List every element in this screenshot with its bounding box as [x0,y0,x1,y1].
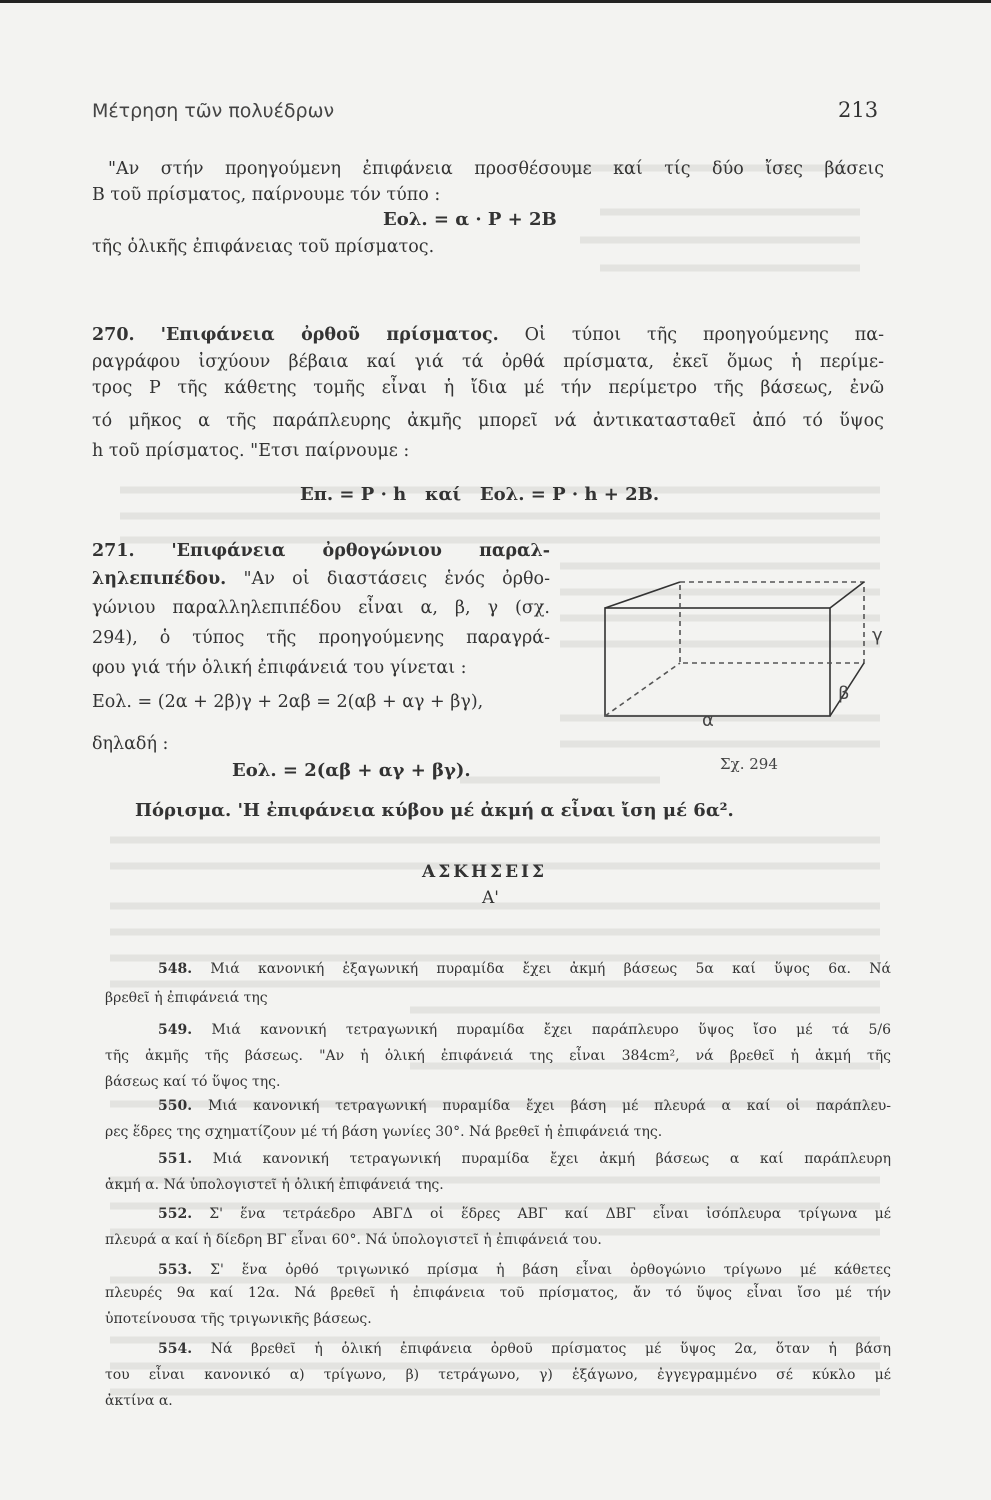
exercise-550-text: Μιά κανονική τετραγωνική πυραμίδα ἔχει βάση μέ πλευρά α καί οἱ παράπλευ- [207,1098,891,1114]
section-271-line-4: 294), ὁ τύπος τῆς προηγούμενης παραγρά- [92,628,550,648]
section-271-line-2 [92,568,550,590]
figure-294-box [600,578,900,778]
exercise-553-text: Σ' ἕνα ὀρθό τριγωνικό πρίσμα ἡ βάση εἶναι ὀρθογώνιο τρίγωνο μέ κάθετες [210,1262,891,1278]
section-270-line-1 [92,324,884,346]
exercise-554-number: 554. [158,1341,193,1357]
section-271-title-2: ληλεπιπέδου. [92,569,227,589]
section-270-line-2: ραγράφου ἰσχύουν βέβαια καί γιά τά ὀρθά πρίσματα, ἐκεῖ ὅμως ἡ περίμε- [92,352,884,372]
intro-line-1: "Αν στήν προηγούμενη ἐπιφάνεια προσθέσουμε καί τίς δύο ἴσες βάσεις [108,159,884,179]
corollary [135,800,734,822]
exercise-553-line-1 [158,1261,891,1279]
exercise-554-line-2: του εἶναι κανονικό α) τρίγωνο, β) τετράγωνο, γ) ἑξάγωνο, ἐγγεγραμμένο σέ κύκλο μέ [105,1367,891,1383]
section-271-title-1: 'Επιφάνεια ὀρθογώνιου παραλ- [171,541,550,561]
section-270-title: 'Επιφάνεια ὀρθοῦ πρίσματος. [160,325,499,345]
running-header-title: Μέτρηση τῶν πολυέδρων [92,100,335,122]
exercise-554-text: Νά βρεθεῖ ἡ ὁλική ἐπιφάνεια ὀρθοῦ πρίσματος μέ ὕψος 2α, ὅταν ἡ βάση [210,1341,892,1357]
exercise-552-number: 552. [158,1206,193,1222]
exercise-548-line-2: βρεθεῖ ἡ ἐπιφάνειά της [105,990,268,1006]
exercises-heading: ΑΣΚΗΣΕΙΣ [422,862,547,882]
exercise-549-line-1 [158,1021,891,1039]
exercise-552-line-1 [158,1205,891,1223]
section-270-number: 270. [92,325,135,345]
section-270-line-5: h τοῦ πρίσματος. "Ετσι παίρνουμε : [92,441,410,461]
exercise-549-line-3: βάσεως καί τό ὕψος της. [105,1074,281,1090]
exercise-551-line-1 [158,1150,891,1168]
exercises-subheading: Α' [482,888,499,908]
exercise-551-text: Μιά κανονική τετραγωνική πυραμίδα ἔχει ἀκμή βάσεως α καί παράπλευρη [212,1151,891,1167]
figure-label-alpha: α [702,710,714,731]
exercise-550-number: 550. [158,1098,193,1114]
corollary-text: 'Η ἐπιφάνεια κύβου μέ ἀκμή α εἶναι ἴση μέ 6α². [237,800,734,821]
section-271-line-1 [92,540,550,562]
section-270-line-4: τό μῆκος α τῆς παράπλευρης ἀκμῆς μπορεῖ νά ἀντικατασταθεῖ ἀπό τό ὕψος [92,411,884,431]
exercise-551-line-2: ἀκμή α. Νά ὑπολογιστεῖ ἡ ὁλική ἐπιφάνειά της. [105,1177,444,1193]
intro-line-2: Β τοῦ πρίσματος, παίρνουμε τόν τύπο : [92,185,441,205]
exercise-553-line-2: πλευρές 9α καί 12α. Νά βρεθεῖ ἡ ἐπιφάνεια τοῦ πρίσματος, ἄν τό ὕψος εἶναι ἴσο μέ τήν [105,1285,891,1301]
section-271-line-6: Εολ. = (2α + 2β)γ + 2αβ = 2(αβ + αγ + βγ), [92,692,484,712]
section-271-line-7: δηλαδή : [92,734,169,754]
figure-caption: Σχ. 294 [720,755,778,773]
exercise-548-line-1 [158,960,891,978]
exercise-553-number: 553. [158,1262,193,1278]
exercise-548-number: 548. [158,961,193,977]
page-number: 213 [838,98,879,122]
section-270-formula: Επ. = Ρ · h καί Εολ. = Ρ · h + 2Β. [300,484,660,505]
section-271-number: 271. [92,541,135,561]
exercise-554-line-1 [158,1340,891,1358]
intro-formula: Εολ. = α · Ρ + 2Β [383,209,557,230]
exercise-553-line-3: ὑποτείνουσα τῆς τριγωνικῆς βάσεως. [105,1311,372,1327]
exercise-549-number: 549. [158,1022,193,1038]
exercise-548-text: Μιά κανονική ἑξαγωνική πυραμίδα ἔχει ἀκμή βάσεως 5α καί ὕψος 6α. Νά [210,961,891,977]
exercise-551-number: 551. [158,1151,193,1167]
section-271-formula: Εολ. = 2(αβ + αγ + βγ). [232,760,471,781]
exercise-550-line-1 [158,1097,891,1115]
intro-line-3: τῆς ὁλικῆς ἐπιφάνειας τοῦ πρίσματος. [92,237,435,257]
section-271-line-5: φου γιά τήν ὁλική ἐπιφάνειά του γίνεται : [92,658,467,678]
exercise-549-line-2: τῆς ἀκμῆς τῆς βάσεως. "Αν ἡ ὁλική ἐπιφάνειά της εἶναι 384cm², νά βρεθεῖ ἡ ἀκμή τῆς [105,1048,891,1064]
section-271-line-2-text: "Αν οἱ διαστάσεις ἑνός ὀρθο- [243,569,550,589]
exercise-549-text: Μιά κανονική τετραγωνική πυραμίδα ἔχει παράπλευρο ὕψος ἴσο μέ τά 5/6 [211,1022,892,1038]
section-270-line-1-text: Οἱ τύποι τῆς προηγούμενης πα- [524,325,884,345]
figure-label-beta: β [838,683,850,704]
figure-label-gamma: γ [872,625,883,646]
exercise-552-line-2: πλευρά α καί ἡ δίεδρη ΒΓ εἶναι 60°. Νά ὑπολογιστεῖ ἡ ἐπιφάνειά του. [105,1232,602,1248]
exercise-550-line-2: ρες ἕδρες της σχηματίζουν μέ τή βάση γωνίες 30°. Νά βρεθεῖ ἡ ἐπιφάνειά της. [105,1124,663,1140]
exercise-552-text: Σ' ἕνα τετράεδρο ΑΒΓΔ οἱ ἕδρες ΑΒΓ καί ΔΒΓ εἶναι ἰσόπλευρα τρίγωνα μέ [209,1206,891,1222]
exercise-554-line-3: ἀκτίνα α. [105,1393,173,1409]
corollary-title: Πόρισμα. [135,800,232,821]
section-270-line-3: τρος Ρ τῆς κάθετης τομῆς εἶναι ἡ ἴδια μέ τήν περίμετρο τῆς βάσεως, ἐνῶ [92,378,884,398]
section-271-line-3: γώνιου παραλληλεπιπέδου εἶναι α, β, γ (σχ. [92,598,550,618]
